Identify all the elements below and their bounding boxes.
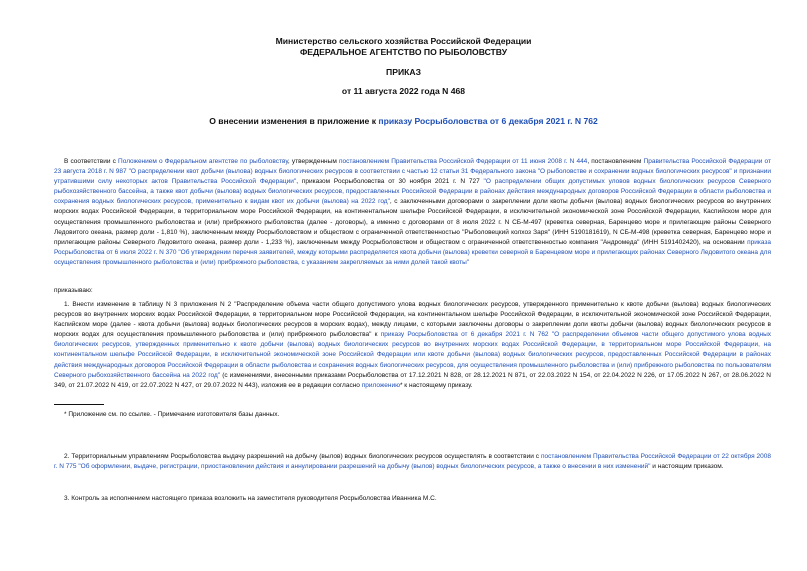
item-3-paragraph: 3. Контроль за исполнением настоящего приказа возложить на заместителя руководителя Росрыболовства Иванника М.С. <box>64 495 437 502</box>
item-2-paragraph <box>54 452 771 472</box>
preamble-text-4: , с заключенными договорами о закреплении доли квоты добычи (вылова) водных биологических ресурсов во внутренних морских водах Российской Федерации, в территориальном море Российской Федерации, на континентальном шельфе Российской Федерации, в исключительной экономической зоне Российской Федерации, Каспийском море для осуществления промышленного рыболовства и (или) прибрежного рыболовства (далее - договоры), а именно с договорами от 8 июля 2022 г. N СБ-М-497 (креветка северная, Баренцево море и прилегающие районы Северного Ледовитого океана, размер доли - 1,810 %), заключенным между Росрыболовством и обществом с ограниченной ответственностью "Рыболовецкий колхоз Заря" (ИНН 5190181619), N СБ-М-498 (креветка северная, Баренцево море и прилегающие районы Северного Ледовитого океана, размер доли - 1,233 %), заключенным между Росрыболовством и обществом с ограниченной ответственностью компания "Андромеда" (ИНН 5191402420), на основании <box>54 198 771 246</box>
document-type: ПРИКАЗ <box>386 67 421 77</box>
footnote-divider <box>54 404 104 405</box>
footnote: * Приложение см. по ссылке. - Примечание изготовителя базы данных. <box>64 411 280 418</box>
resolution-987-link[interactable]: Правительства Российской Федерации от 23 августа 2018 г. N 987 "О распределении квот добычи (вылова) водных биологических ресурсов в соответствии с частью 12 статьи 31 Федерального закона "О рыболовстве и сохранении водных биологических ресурсов" и признании утратившими силу некоторых актов Правительства Российской Федерации" <box>54 158 772 186</box>
item-2-text-0: 2. Территориальным управлениям Росрыболовства выдачу разрешений на добычу (вылов) водных биологических ресурсов осуществлять в соответствии с <box>64 453 541 460</box>
preamble-text-0: В соответствии с <box>64 158 119 165</box>
preamble-text-1: , утвержденным <box>287 158 339 165</box>
agency-name: ФЕДЕРАЛЬНОЕ АГЕНТСТВО ПО РЫБОЛОВСТВУ <box>299 47 508 57</box>
order-word: приказываю: <box>54 287 93 294</box>
ministry-name: Министерство сельского хозяйства Российской Федерации <box>275 36 532 46</box>
document-date-number: от 11 августа 2022 года N 468 <box>341 86 466 96</box>
document-title <box>0 116 807 126</box>
order-727-link[interactable]: "О распределении общих допустимых уловов водных биологических ресурсов Северного рыбохозяйственного бассейна, а также квот добычи (вылова) водных биологических ресурсов, предоставленных Российской Федерации в районах действия международных договоров Российской Федерации в области рыболовства и сохранения водных биологических ресурсов, применительно к видам квот их добычи (вылова) на 2022 год" <box>54 178 772 206</box>
preamble-paragraph <box>54 157 771 268</box>
item-1-text-2: * к настоящему приказу. <box>399 381 473 389</box>
title-text: О внесении изменения в приложение к <box>209 116 379 126</box>
agency-regulation-link[interactable]: Положением о Федеральном агентстве по рыболовству <box>118 158 288 165</box>
item-1-paragraph <box>54 300 771 391</box>
preamble-text-2: , постановлением <box>587 158 644 165</box>
item-1-text-0: 1. Внести изменение в таблицу N 3 приложения N 2 "Распределение объема части общего допустимого улова водных биологических ресурсов, утвержденного применительно к квоте добычи (вылова) водных биологических ресурсов во внутренних морских водах Российской Федерации, в территориальном море Российской Федерации, на континентальном шельфе Российской Федерации, в исключительной экономической зоне Российской Федерации, Каспийском море (далее - квота добычи (вылова) водных биологических ресурсов в морских водах), между лицами, с которыми заключены договоры о закреплении доли квоты добычи (вылова) водных биологических ресурсов в морских водах для осуществления промышленного рыболовства и (или) прибрежного рыболовства" к <box>54 301 771 339</box>
appendix-link[interactable]: приложению <box>361 381 400 389</box>
resolution-444-link[interactable]: постановлением Правительства Российской Федерации от 11 июня 2008 г. N 444 <box>338 158 588 165</box>
item-2-text-1: и настоящим приказом. <box>650 463 724 471</box>
order-762-link[interactable]: приказу Росрыболовства от 6 декабря 2021 г. N 762 "О распределении объемов части общего допустимого улова водных биологических ресурсов, утвержденных применительно к квоте добычи (вылова) водных биологических ресурсов во внутренних морских водах Российской Федерации, в территориальном море Российской Федерации, на континентальном шельфе Российской Федерации, в исключительной экономической зоне Российской Федерации или квоте добычи (вылова) водных биологических ресурсов, предоставленных Российской Федерации в районах действия международных договоров Российской Федерации в области рыболовства и сохранения водных биологических ресурсов, для осуществления промышленного рыболовства и (или) прибрежного рыболовства по пользователям Северного рыбохозяйственного бассейна на 2022 год" <box>54 331 771 379</box>
preamble-text-3: , приказом Росрыболовства от 30 ноября 2021 г. N 727 <box>296 178 484 186</box>
item-1-text-1: (с изменениями, внесенными приказами Росрыболовства от 17.12.2021 N 828, от 28.12.2021 N 871, от 22.03.2022 N 154, от 22.04.2022 N 226, от 17.05.2022 N 267, от 28.06.2022 N 349, от 21.07.2022 N 419, от 22.07.2022 N 427, от 29.07.2022 N 443), изложив ее в редакции согласно <box>54 371 771 389</box>
title-order-link[interactable]: приказу Росрыболовства от 6 декабря 2021 г. N 762 <box>378 116 598 126</box>
resolution-775-link[interactable]: постановлением Правительства Российской Федерации от 22 октября 2008 г. N 775 "Об оформлении, выдаче, регистрации, приостановлении действия и аннулировании разрешений на добычу (вылов) водных биологических ресурсов, а также о внесении в них изменений" <box>54 453 771 471</box>
order-370-link[interactable]: приказа Росрыболовства от 6 июля 2022 г. N 370 "Об утверждении перечня заявителей, между которыми распределяется квота добычи (вылова) креветки северной в Баренцевом море и прилегающих районах Северного Ледовитого океана для осуществления промышленного рыболовства и (или) прибрежного рыболовства, с указанием закрепляемых за ними долей такой квоты" <box>54 238 771 266</box>
